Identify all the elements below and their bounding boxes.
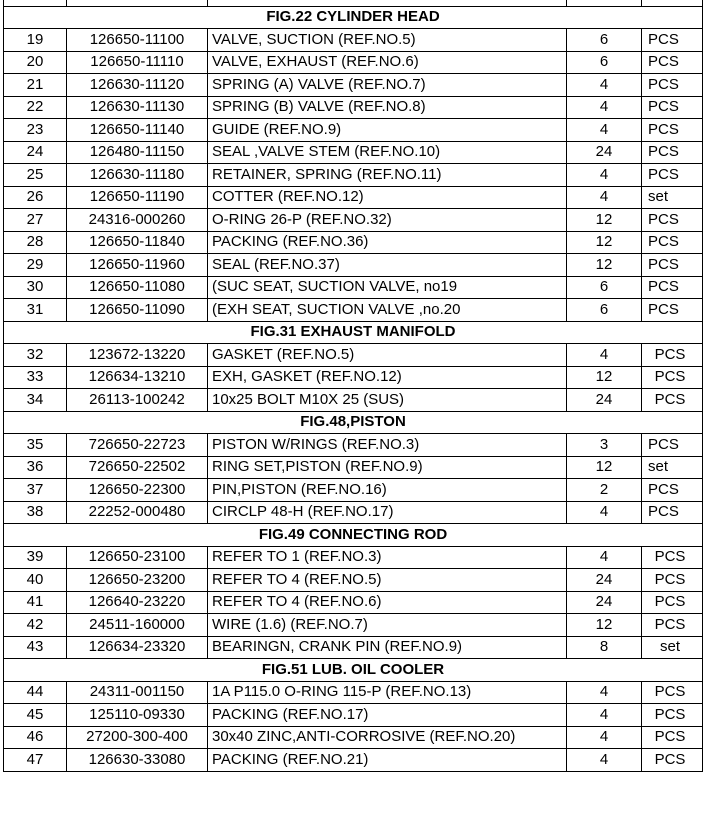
quantity-cell: 4: [567, 501, 642, 524]
quantity-cell: 6: [567, 276, 642, 299]
description-cell: EXH, GASKET (REF.NO.12): [208, 366, 567, 389]
description-cell: GASKET (REF.NO.5): [208, 344, 567, 367]
table-row: [4, 591, 703, 614]
quantity-cell: 4: [567, 164, 642, 187]
part-number-cell: 126630-11180: [67, 164, 208, 187]
unit-cell: PCS: [642, 344, 703, 367]
quantity-cell: 4: [567, 704, 642, 727]
part-number-cell: 27200-300-400: [67, 726, 208, 749]
table-row: [4, 344, 703, 367]
part-number-cell: 22252-000480: [67, 501, 208, 524]
quantity-cell: 24: [567, 591, 642, 614]
description-cell: 10x25 BOLT M10X 25 (SUS): [208, 389, 567, 412]
section-title: FIG.31 EXHAUST MANIFOLD: [4, 321, 703, 344]
unit-cell: PCS: [642, 164, 703, 187]
quantity-cell: 24: [567, 389, 642, 412]
unit-cell: PCS: [642, 434, 703, 457]
part-number-cell: 126650-23200: [67, 569, 208, 592]
item-number-cell: 41: [4, 591, 67, 614]
quantity-cell: 12: [567, 209, 642, 232]
part-number-cell: 24311-001150: [67, 681, 208, 704]
item-number-cell: 20: [4, 51, 67, 74]
description-cell: SEAL (REF.NO.37): [208, 254, 567, 277]
table-row: [4, 456, 703, 479]
part-number-cell: 126650-11100: [67, 29, 208, 52]
part-number-cell: 126650-11080: [67, 276, 208, 299]
unit-cell: PCS: [642, 231, 703, 254]
unit-cell: PCS: [642, 254, 703, 277]
parts-table: [3, 0, 703, 772]
quantity-cell: 6: [567, 29, 642, 52]
item-number-cell: 38: [4, 501, 67, 524]
table-row: [4, 231, 703, 254]
unit-cell: PCS: [642, 479, 703, 502]
description-cell: PACKING (REF.NO.17): [208, 704, 567, 727]
table-row: [4, 389, 703, 412]
unit-cell: PCS: [642, 389, 703, 412]
quantity-cell: 4: [567, 96, 642, 119]
description-cell: WIRE (1.6) (REF.NO.7): [208, 614, 567, 637]
table-row: [4, 479, 703, 502]
quantity-cell: 4: [567, 186, 642, 209]
description-cell: PISTON W/RINGS (REF.NO.3): [208, 434, 567, 457]
part-number-cell: 126650-11090: [67, 299, 208, 322]
description-cell: REFER TO 4 (REF.NO.6): [208, 591, 567, 614]
item-number-cell: 30: [4, 276, 67, 299]
quantity-cell: 24: [567, 569, 642, 592]
description-cell: PIN,PISTON (REF.NO.16): [208, 479, 567, 502]
part-number-cell: 126650-11110: [67, 51, 208, 74]
quantity-cell: 3: [567, 434, 642, 457]
part-number-cell: 726650-22502: [67, 456, 208, 479]
quantity-cell: 12: [567, 254, 642, 277]
item-number-cell: 34: [4, 389, 67, 412]
part-number-cell: 126650-22300: [67, 479, 208, 502]
table-row: [4, 51, 703, 74]
item-number-cell: 35: [4, 434, 67, 457]
part-number-cell: 126634-23320: [67, 636, 208, 659]
table-row: [4, 276, 703, 299]
description-cell: (EXH SEAT, SUCTION VALVE ,no.20: [208, 299, 567, 322]
table-row: [4, 681, 703, 704]
unit-cell: PCS: [642, 704, 703, 727]
section-header: [4, 411, 703, 434]
table-row: [4, 569, 703, 592]
table-row: [4, 749, 703, 772]
parts-list-document: [3, 0, 702, 772]
unit-cell: set: [642, 186, 703, 209]
part-number-cell: 126650-11190: [67, 186, 208, 209]
part-number-cell: 24511-160000: [67, 614, 208, 637]
unit-cell: PCS: [642, 366, 703, 389]
part-number-cell: 126634-13210: [67, 366, 208, 389]
part-number-cell: 126650-11140: [67, 119, 208, 142]
item-number-cell: 32: [4, 344, 67, 367]
section-title: FIG.51 LUB. OIL COOLER: [4, 659, 703, 682]
quantity-cell: 4: [567, 74, 642, 97]
unit-cell: PCS: [642, 299, 703, 322]
table-row: [4, 141, 703, 164]
item-number-cell: 47: [4, 749, 67, 772]
part-number-cell: 126650-11840: [67, 231, 208, 254]
description-cell: REFER TO 4 (REF.NO.5): [208, 569, 567, 592]
unit-cell: PCS: [642, 614, 703, 637]
section-header: [4, 321, 703, 344]
table-row: [4, 501, 703, 524]
item-number-cell: 25: [4, 164, 67, 187]
unit-cell: PCS: [642, 749, 703, 772]
description-cell: COTTER (REF.NO.12): [208, 186, 567, 209]
section-title: FIG.22 CYLINDER HEAD: [4, 6, 703, 29]
unit-cell: set: [642, 456, 703, 479]
unit-cell: set: [642, 636, 703, 659]
description-cell: SPRING (B) VALVE (REF.NO.8): [208, 96, 567, 119]
description-cell: CIRCLP 48-H (REF.NO.17): [208, 501, 567, 524]
quantity-cell: 2: [567, 479, 642, 502]
table-row: [4, 434, 703, 457]
quantity-cell: 4: [567, 749, 642, 772]
item-number-cell: 44: [4, 681, 67, 704]
quantity-cell: 4: [567, 344, 642, 367]
table-row: [4, 96, 703, 119]
description-cell: O-RING 26-P (REF.NO.32): [208, 209, 567, 232]
table-row: [4, 164, 703, 187]
quantity-cell: 6: [567, 51, 642, 74]
section-title: FIG.48,PISTON: [4, 411, 703, 434]
part-number-cell: 125110-09330: [67, 704, 208, 727]
table-row: [4, 254, 703, 277]
quantity-cell: 4: [567, 546, 642, 569]
quantity-cell: 4: [567, 681, 642, 704]
description-cell: PACKING (REF.NO.21): [208, 749, 567, 772]
item-number-cell: 45: [4, 704, 67, 727]
table-row: [4, 74, 703, 97]
item-number-cell: 26: [4, 186, 67, 209]
table-row: [4, 636, 703, 659]
quantity-cell: 4: [567, 119, 642, 142]
description-cell: 30x40 ZINC,ANTI-CORROSIVE (REF.NO.20): [208, 726, 567, 749]
item-number-cell: 42: [4, 614, 67, 637]
unit-cell: PCS: [642, 96, 703, 119]
table-row: [4, 119, 703, 142]
quantity-cell: 8: [567, 636, 642, 659]
item-number-cell: 37: [4, 479, 67, 502]
part-number-cell: 123672-13220: [67, 344, 208, 367]
part-number-cell: 24316-000260: [67, 209, 208, 232]
unit-cell: PCS: [642, 591, 703, 614]
description-cell: SPRING (A) VALVE (REF.NO.7): [208, 74, 567, 97]
quantity-cell: 12: [567, 231, 642, 254]
part-number-cell: 126650-23100: [67, 546, 208, 569]
item-number-cell: 31: [4, 299, 67, 322]
quantity-cell: 4: [567, 726, 642, 749]
part-number-cell: 126480-11150: [67, 141, 208, 164]
item-number-cell: 43: [4, 636, 67, 659]
table-row: [4, 29, 703, 52]
table-row: [4, 546, 703, 569]
parts-table-body: [4, 0, 703, 771]
unit-cell: PCS: [642, 141, 703, 164]
item-number-cell: 36: [4, 456, 67, 479]
item-number-cell: 24: [4, 141, 67, 164]
description-cell: VALVE, EXHAUST (REF.NO.6): [208, 51, 567, 74]
unit-cell: PCS: [642, 51, 703, 74]
section-header: [4, 659, 703, 682]
quantity-cell: 24: [567, 141, 642, 164]
unit-cell: PCS: [642, 209, 703, 232]
item-number-cell: 46: [4, 726, 67, 749]
table-row: [4, 299, 703, 322]
description-cell: GUIDE (REF.NO.9): [208, 119, 567, 142]
part-number-cell: 126630-11120: [67, 74, 208, 97]
part-number-cell: 126640-23220: [67, 591, 208, 614]
item-number-cell: 29: [4, 254, 67, 277]
unit-cell: PCS: [642, 681, 703, 704]
quantity-cell: 6: [567, 299, 642, 322]
description-cell: PACKING (REF.NO.36): [208, 231, 567, 254]
part-number-cell: 726650-22723: [67, 434, 208, 457]
description-cell: SEAL ,VALVE STEM (REF.NO.10): [208, 141, 567, 164]
part-number-cell: 126630-11130: [67, 96, 208, 119]
description-cell: RING SET,PISTON (REF.NO.9): [208, 456, 567, 479]
item-number-cell: 28: [4, 231, 67, 254]
table-row: [4, 366, 703, 389]
unit-cell: PCS: [642, 29, 703, 52]
unit-cell: PCS: [642, 501, 703, 524]
unit-cell: PCS: [642, 546, 703, 569]
unit-cell: PCS: [642, 74, 703, 97]
table-row: [4, 614, 703, 637]
quantity-cell: 12: [567, 366, 642, 389]
table-row: [4, 704, 703, 727]
unit-cell: PCS: [642, 276, 703, 299]
description-cell: BEARINGN, CRANK PIN (REF.NO.9): [208, 636, 567, 659]
description-cell: (SUC SEAT, SUCTION VALVE, no19: [208, 276, 567, 299]
description-cell: VALVE, SUCTION (REF.NO.5): [208, 29, 567, 52]
item-number-cell: 21: [4, 74, 67, 97]
table-row: [4, 726, 703, 749]
unit-cell: PCS: [642, 569, 703, 592]
item-number-cell: 33: [4, 366, 67, 389]
description-cell: 1A P115.0 O-RING 115-P (REF.NO.13): [208, 681, 567, 704]
part-number-cell: 126630-33080: [67, 749, 208, 772]
item-number-cell: 40: [4, 569, 67, 592]
part-number-cell: 126650-11960: [67, 254, 208, 277]
item-number-cell: 22: [4, 96, 67, 119]
description-cell: REFER TO 1 (REF.NO.3): [208, 546, 567, 569]
unit-cell: PCS: [642, 119, 703, 142]
item-number-cell: 39: [4, 546, 67, 569]
section-header: [4, 524, 703, 547]
item-number-cell: 19: [4, 29, 67, 52]
item-number-cell: 23: [4, 119, 67, 142]
section-title: FIG.49 CONNECTING ROD: [4, 524, 703, 547]
quantity-cell: 12: [567, 456, 642, 479]
description-cell: RETAINER, SPRING (REF.NO.11): [208, 164, 567, 187]
table-row: [4, 209, 703, 232]
section-header: [4, 6, 703, 29]
part-number-cell: 26113-100242: [67, 389, 208, 412]
unit-cell: PCS: [642, 726, 703, 749]
table-row: [4, 186, 703, 209]
quantity-cell: 12: [567, 614, 642, 637]
item-number-cell: 27: [4, 209, 67, 232]
